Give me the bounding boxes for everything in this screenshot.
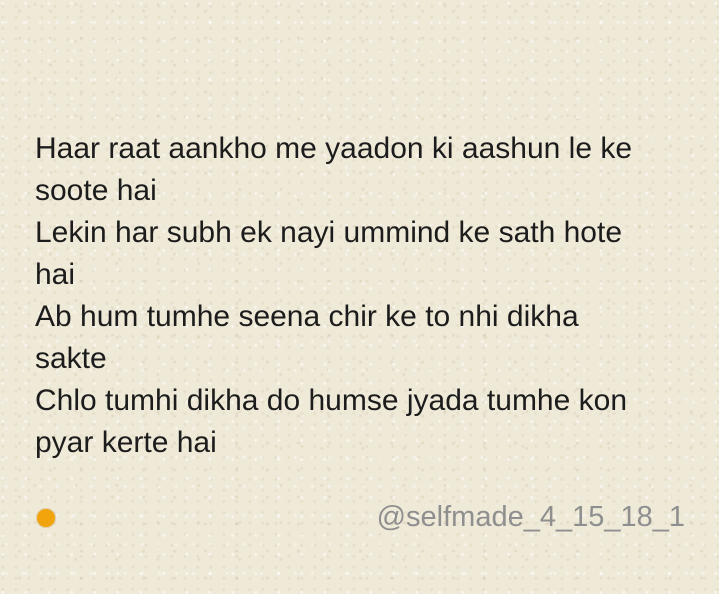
poem-line: soote hai <box>35 174 157 207</box>
status-dot-icon <box>37 509 55 527</box>
poem-line: hai <box>35 258 76 291</box>
poem-line: Ab hum tumhe seena chir ke to nhi dikha <box>35 300 579 333</box>
poem-line: Haar raat aankho me yaadon ki aashun le ke <box>35 132 633 165</box>
poem-line: pyar kerte hai <box>35 426 217 459</box>
poem-text <box>35 128 695 464</box>
author-handle: @selfmade_4_15_18_1 <box>376 501 685 533</box>
poem-line: Chlo tumhi dikha do humse jyada tumhe kon <box>35 384 628 417</box>
poem-line: sakte <box>35 342 107 375</box>
poem-line: Lekin har subh ek nayi ummind ke sath hote <box>35 216 623 249</box>
